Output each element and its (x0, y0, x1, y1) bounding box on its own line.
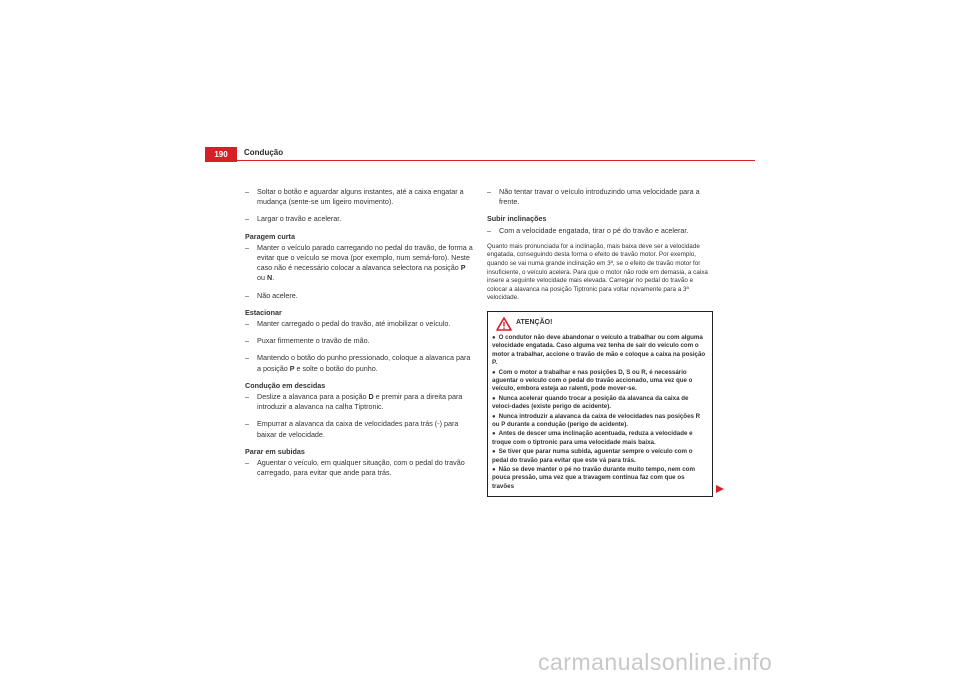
list-item (245, 419, 475, 439)
warning-item: ● Nunca introduzir a alavanca da caixa de velocidades nas posições R ou P durante a condução (perigo de acidente). (492, 412, 701, 429)
bullet-icon: ● (492, 413, 496, 420)
warning-triangle-icon (496, 317, 512, 334)
header-rule (205, 160, 755, 161)
item-text: Soltar o botão e aguardar alguns instantes, até a caixa engatar a mudança (sente-se um ligeiro movimento). (257, 187, 464, 207)
bullet-icon: ● (492, 467, 496, 474)
list-item (245, 319, 475, 329)
right-column (487, 187, 712, 497)
dash: – (245, 214, 249, 224)
item-text: Puxar firmemente o travão de mão. (257, 336, 370, 346)
bullet-icon: ● (492, 449, 496, 456)
item-text: Deslize a alavanca para a posição D e premir para a direita para introduzir a alavanca na calha Tiptronic. (257, 392, 463, 412)
watermark: carmanualsonline.info (538, 649, 773, 675)
list-item (245, 458, 475, 478)
list-item (487, 226, 712, 236)
list-item (245, 392, 475, 412)
list-item (245, 214, 475, 224)
list-item (245, 187, 475, 207)
warning-item: ● Se tiver que parar numa subida, aguentar sempre o veículo com o pedal do travão para evitar que este vá para trás. (492, 448, 693, 464)
bullet-icon: ● (492, 369, 496, 376)
dash: – (245, 353, 249, 363)
heading-parar-subidas: Parar em subidas (245, 446, 305, 456)
dash: – (245, 319, 249, 329)
warning-item: ● Antes de descer uma inclinação acentuada, reduza a velocidade e troque com o tiptronic para uma velocidade mais baixa. (492, 430, 693, 446)
dash: – (245, 187, 249, 196)
dash: – (245, 290, 249, 300)
heading-subir: Subir inclinações (487, 214, 547, 224)
list-item (245, 243, 475, 284)
note-paragraph: Quanto mais pronunciada for a inclinação, mais baixa deve ser a velocidade engatada, conseguindo desta forma o efeito de travão motor. Por exemplo, quando se vai numa grande inclinação em 3ª, se o efeito de travão motor for insuficiente, o veículo acelera. Para que o motor não rode em demasia, a caixa insere a seguinte velocidade mais elevada. Carregar no pedal do travão e colocar a alavanca na posição Tiptronic para voltar novamente para a 3ª velocidade. (487, 242, 708, 302)
list-item (245, 336, 475, 346)
dash: – (245, 419, 249, 429)
list-item (245, 353, 475, 373)
item-text: Largar o travão e acelerar. (257, 214, 342, 224)
page-number: 190 (205, 147, 237, 162)
continue-arrow-icon (716, 485, 724, 496)
heading-estacionar: Estacionar (245, 307, 282, 317)
bullet-icon: ● (492, 334, 496, 341)
list-item (245, 291, 475, 301)
warning-item: ● Nunca acelerar quando trocar a posição da alavanca da caixa de veloci-dades (existe perigo de acidente). (492, 394, 689, 411)
item-text: Manter carregado o pedal do travão, até imobilizar o veículo. (257, 319, 451, 329)
left-column (245, 187, 475, 485)
warning-header (492, 317, 708, 331)
dash: – (487, 225, 491, 235)
bullet-icon: ● (492, 431, 496, 438)
warning-box (487, 311, 713, 497)
item-text: Não acelere. (257, 290, 298, 300)
warning-title: ATENÇÃO! (516, 318, 553, 326)
item-text: Mantendo o botão do punho pressionado, coloque a alavanca para a posição P e solte o botão do punho. (257, 353, 471, 373)
section-title: Condução (244, 148, 284, 157)
item-text: Aguentar o veículo, em qualquer situação, com o pedal do travão carregado, para evitar que ande para trás. (257, 458, 465, 478)
warning-item: ● O condutor não deve abandonar o veículo a trabalhar ou com alguma velocidade engatada. Caso alguma vez tenha de sair do veículo com o motor a trabalhar, accione o travão de mão e coloque a caixa na posição P. (492, 333, 706, 367)
list-item (487, 187, 712, 207)
heading-descidas: Condução em descidas (245, 380, 326, 390)
item-text: Não tentar travar o veículo introduzindo uma velocidade para a frente. (499, 187, 700, 207)
dash: – (245, 242, 249, 252)
item-text: Manter o veículo parado carregando no pedal do travão, de forma a evitar que o veículo se mova (por exemplo, num semá-foro). Neste caso não é necessário colocar a alavanca selectora na posição P ou N. (257, 242, 473, 283)
warning-item: ● Com o motor a trabalhar e nas posições D, S ou R, é necessário aguentar o veículo com o pedal do travão accionado, uma vez que o veículo, embora esteja ao ralenti, pode mover-se. (492, 368, 693, 393)
dash: – (245, 392, 249, 402)
dash: – (245, 336, 249, 346)
dash: – (245, 458, 249, 468)
bullet-icon: ● (492, 395, 496, 402)
heading-paragem: Paragem curta (245, 231, 295, 241)
dash: – (487, 187, 491, 196)
item-text: Empurrar a alavanca da caixa de velocidades para trás (-) para baixar de velocidade. (257, 419, 459, 439)
item-text: Com a velocidade engatada, tirar o pé do travão e acelerar. (499, 225, 689, 235)
warning-item: ● Não se deve manter o pé no travão durante muito tempo, nem com pouca pressão, uma vez que a travagem contínua faz com que os travões (492, 466, 695, 490)
